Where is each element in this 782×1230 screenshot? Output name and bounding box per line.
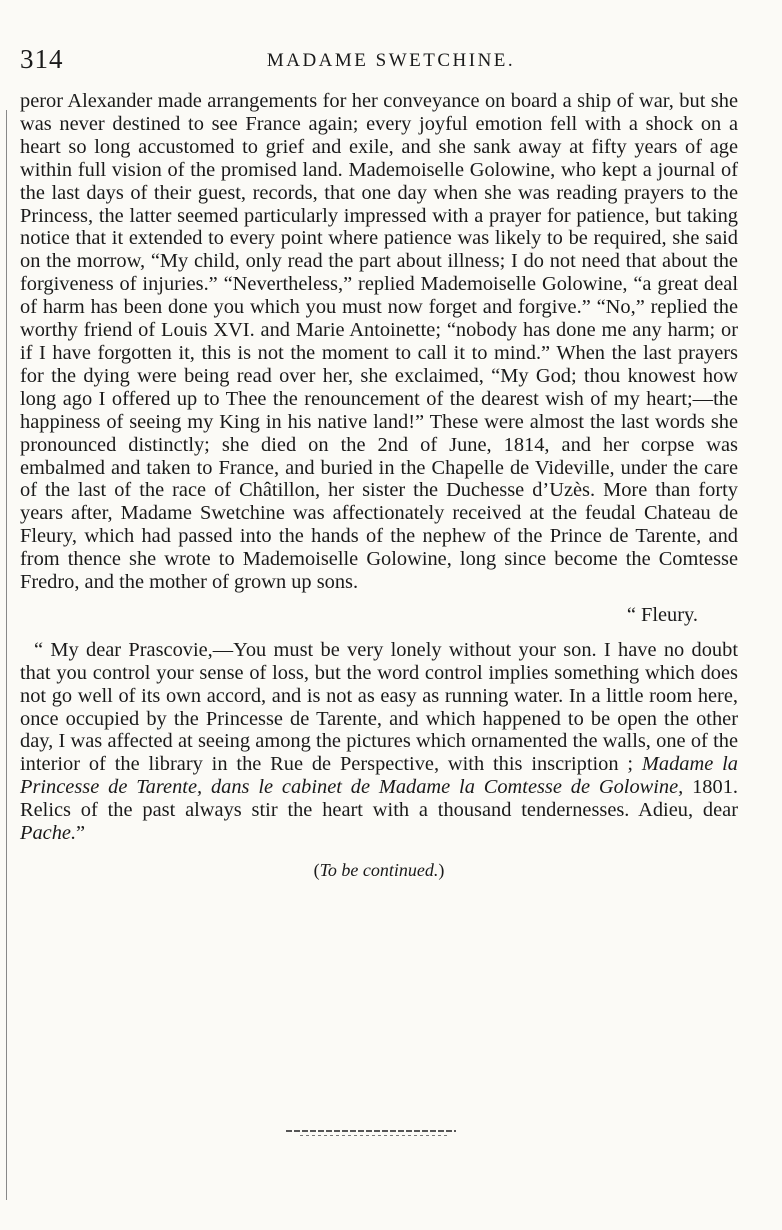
paragraph-narrative: peror Alexander made arrangements for her conveyance on board a ship of war, but she was never destined to see France again; every joyful emotion fell with a shock on a heart so long accustomed to grief and exile, and she sank away at fifty years of age within full vision of the promised land. Mademoiselle Golowine, who kept a journal of the last days of their guest, records, that one day when she was reading prayers to the Princess, the latter seemed particularly impressed with a prayer for patience, but taking notice that it extended to every point where patience was likely to be required, she said on the morrow, “My child, only read the part about illness; I do not need that about the forgiveness of injuries.” “Nevertheless,” replied Mademoiselle Golowine, “a great deal of harm has been done you which you must now forget and forgive.” “No,” replied the worthy friend of Louis XVI. and Marie Antoinette; “nobody has done me any harm; or if I have forgotten it, this is not the moment to call it to mind.” When the last prayers for the dying were being read over her, she exclaimed, “My God; thou knowest how long ago I offered up to Thee the renouncement of the dearest wish of my heart;—the happiness of seeing my King in his native land!” These were almost the last words she pronounced distinctly; she died on the 2nd of June, 1814, and her corpse was embalmed and taken to France, and buried in the Chapelle de Videville, under the care of the last of the race of Châtillon, her sister the Duchesse d’Uzès. More than forty years after, Madame Swetchine was affectionately received at the feudal Chateau de Fleury, which had passed into the hands of the nephew of the Prince de Tarente, and from thence she wrote to Mademoiselle Golowine, long since become the Comtesse Fredro, and the mother of grown up sons. (20, 90, 738, 594)
page-body (20, 90, 738, 882)
page-edge-line (6, 110, 7, 1200)
letter-body (20, 639, 738, 845)
section-end-rule-underline (300, 1135, 450, 1136)
letter-close-quote: ” (76, 822, 86, 845)
running-title: MADAME SWETCHINE. (266, 50, 516, 71)
continued-close: ) (438, 860, 445, 880)
letter-place: “ Fleury. (626, 603, 698, 626)
continued-text: To be continued. (319, 860, 439, 880)
page-number: 314 (20, 44, 64, 74)
continued-note (20, 859, 738, 882)
letter-inscription: Madame la Princesse de Tarente, dans le cabinet de Madame la Comtesse de Golowine, (20, 753, 738, 799)
letter-year: 1801. (692, 776, 738, 799)
continued-open: ( (313, 860, 320, 880)
section-end-rule (286, 1130, 456, 1132)
page-header (20, 44, 762, 78)
letter-name: Pache. (20, 822, 77, 845)
letter-text-2: Relics of the past always stir the heart with a thousand tendernesses. Adieu, dear (20, 799, 738, 822)
letter-text-1: “ My dear Prascovie,—You must be very lonely without your son. I have no doubt that you control your sense of loss, but the word control implies something which does not go well of its own accord, and is not as easy as running water. In a little room here, once occupied by the Princesse de Tarente, and which happened to be open the other day, I was affected at seeing among the pictures which ornamented the walls, one of the interior of the library in the Rue de Perspective, with this inscription ; (20, 638, 738, 776)
